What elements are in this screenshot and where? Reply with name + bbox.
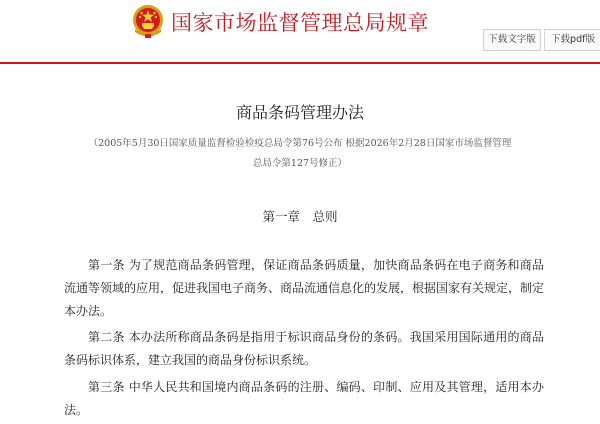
article-paragraph: 第三条 中华人民共和国境内商品条码的注册、编码、印制、应用及其管理，适用本办法。 — [64, 380, 544, 417]
download-pdf-button[interactable]: 下载pdf版 — [544, 29, 600, 51]
chapter-heading: 第一章 总则 — [262, 209, 338, 224]
document-title: 商品条码管理办法 — [235, 103, 364, 122]
document-note-line1: （2005年5月30日国家质量监督检验检疫总局令第76号公布 根据2026年2月28日国家市场监督管理 — [88, 138, 512, 149]
article-paragraph: 第二条 本办法所称商品条码是指用于标识商品身份的条码。我国采用国际通用的商品条码标识体系，建立我国的商品身份标识系统。 — [64, 330, 544, 367]
site-header — [0, 0, 600, 64]
article-paragraph: 第一条 为了规范商品条码管理，保证商品条码质量，加快商品条码在电子商务和商品流通等领域的应用，促进我国电子商务、商品流通信息化的发展，根据国家有关规定，制定本办法。 — [64, 258, 545, 318]
national-emblem-icon — [131, 3, 165, 39]
document-note — [60, 134, 540, 174]
site-title: 国家市场监督管理总局规章 — [171, 11, 429, 35]
download-text-button[interactable]: 下载文字版 — [483, 29, 541, 51]
document-note-line2: 总局令第127号修正） — [252, 158, 348, 169]
